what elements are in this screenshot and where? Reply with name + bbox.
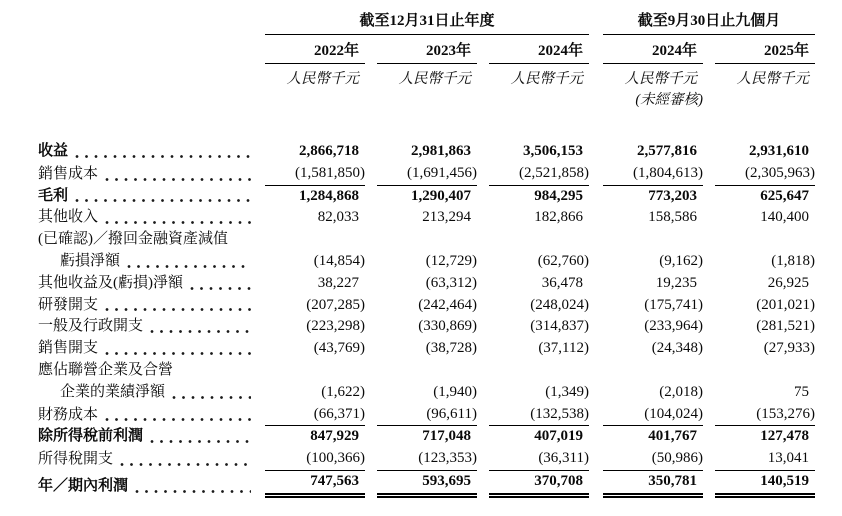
dot-leader	[120, 462, 251, 467]
value-cell: (1,818)	[771, 252, 815, 269]
value-cell: 407,019	[534, 428, 583, 445]
currency-unit-label: 人民幣千元	[736, 71, 809, 87]
value-cell: (281,521)	[756, 318, 815, 335]
table-row-selling-expenses	[38, 338, 842, 360]
dot-leader	[75, 154, 251, 159]
value-cell: 3,506,153	[523, 143, 583, 159]
value-cell: (223,298)	[306, 318, 365, 335]
value-cell: (96,611)	[377, 404, 477, 427]
currency-unit-label: 人民幣千元	[286, 71, 359, 87]
table-row-other-income	[38, 207, 842, 229]
value-cell: (1,581,850)	[265, 163, 365, 186]
dot-leader	[150, 329, 251, 334]
table-row-other-gains-losses	[38, 273, 842, 295]
row-label: 銷售成本	[38, 165, 99, 182]
row-label: 虧損淨額	[60, 252, 121, 269]
table-row-profit-before-tax	[38, 426, 842, 448]
row-label: 所得稅開支	[38, 451, 114, 468]
value-cell: 2,981,863	[411, 143, 471, 159]
table-row-impairment-label-line	[38, 229, 842, 251]
value-cell: 158,586	[648, 209, 697, 226]
year-column-header: 2023年	[377, 42, 477, 64]
row-label: 收益	[38, 143, 69, 159]
value-cell: (12,729)	[425, 252, 477, 269]
year-column-header: 2024年	[489, 42, 589, 64]
value-cell: (104,024)	[603, 404, 703, 427]
table-row-general-admin-expenses	[38, 316, 842, 338]
year-column-header: 2024年	[603, 42, 703, 64]
value-cell: (9,162)	[659, 252, 703, 269]
value-cell: (66,371)	[265, 404, 365, 427]
value-cell: 182,866	[534, 209, 583, 226]
value-cell: (24,348)	[651, 340, 703, 357]
unaudited-note: (未經審核)	[635, 92, 703, 108]
value-cell: (201,021)	[756, 296, 815, 313]
value-cell: (233,964)	[644, 318, 703, 335]
value-cell: 75	[794, 383, 809, 400]
row-label: 應佔聯營企業及合營	[38, 361, 174, 378]
value-cell: (37,112)	[538, 340, 589, 357]
value-cell: 717,048	[422, 428, 471, 445]
period-group-title-annual: 截至12月31日止年度	[265, 12, 589, 35]
value-cell: (63,312)	[425, 274, 477, 291]
value-cell: (207,285)	[306, 296, 365, 313]
value-cell: 2,931,610	[749, 143, 809, 159]
dot-leader	[190, 286, 251, 291]
row-label: 除所得稅前利潤	[38, 428, 144, 445]
currency-unit-label: 人民幣千元	[398, 71, 471, 87]
value-cell: 127,478	[760, 428, 809, 445]
unaudited-note-row	[38, 89, 842, 111]
value-cell: (248,024)	[530, 296, 589, 313]
value-cell: (132,538)	[489, 404, 589, 427]
year-header-row	[38, 35, 842, 64]
dot-leader	[105, 220, 251, 225]
table-row-finance-costs	[38, 404, 842, 427]
value-cell: 2,577,816	[637, 143, 697, 159]
row-label: 一般及行政開支	[38, 318, 144, 335]
value-cell: (153,276)	[715, 404, 815, 427]
value-cell: 19,235	[655, 274, 697, 291]
table-row-impairment-net	[38, 251, 842, 273]
value-cell: (50,986)	[603, 448, 703, 471]
dot-leader	[172, 395, 251, 400]
row-label: 企業的業績淨額	[60, 383, 166, 400]
dot-leader	[105, 307, 251, 312]
dot-leader	[105, 417, 251, 422]
period-group-title-nine-months: 截至9月30日止九個月	[603, 12, 815, 35]
value-cell: (1,622)	[321, 383, 365, 400]
value-cell: 26,925	[767, 274, 809, 291]
table-row-rd-expenses	[38, 295, 842, 317]
currency-unit-label: 人民幣千元	[510, 71, 583, 87]
value-cell: 213,294	[422, 209, 471, 226]
period-group-row	[38, 12, 842, 35]
value-cell: 747,563	[265, 471, 365, 498]
value-cell: 1,290,407	[411, 187, 471, 204]
header-spacer	[38, 111, 842, 141]
value-cell: 140,519	[715, 471, 815, 498]
value-cell: (2,305,963)	[715, 163, 815, 186]
value-cell: 13,041	[715, 448, 815, 471]
value-cell: (36,311)	[489, 448, 589, 471]
value-cell: 1,284,868	[299, 187, 359, 204]
value-cell: 2,866,718	[299, 143, 359, 159]
value-cell: (175,741)	[644, 296, 703, 313]
value-cell: (1,691,456)	[377, 163, 477, 186]
value-cell: (1,940)	[433, 383, 477, 400]
value-cell: (14,854)	[313, 252, 365, 269]
table-row-cost-of-sales	[38, 163, 842, 186]
value-cell: 984,295	[534, 187, 583, 204]
value-cell: (1,349)	[545, 383, 589, 400]
value-cell: 847,929	[310, 428, 359, 445]
value-cell: (27,933)	[763, 340, 815, 357]
row-label: 研發開支	[38, 296, 99, 313]
table-row-gross-profit	[38, 186, 842, 208]
dot-leader	[135, 489, 251, 494]
row-label: 其他收益及(虧損)淨額	[38, 274, 183, 291]
value-cell: (330,869)	[418, 318, 477, 335]
year-column-header: 2022年	[265, 42, 365, 64]
value-cell: (43,769)	[313, 340, 365, 357]
row-label: 銷售開支	[38, 340, 99, 357]
value-cell: 38,227	[317, 274, 359, 291]
dot-leader	[75, 198, 251, 203]
value-cell: 36,478	[541, 274, 583, 291]
value-cell: (1,804,613)	[603, 163, 703, 186]
value-cell: (38,728)	[425, 340, 477, 357]
value-cell: (123,353)	[377, 448, 477, 471]
dot-leader	[105, 351, 251, 356]
table-row-share-of-results-net	[38, 382, 842, 404]
row-label: 財務成本	[38, 406, 99, 423]
dot-leader	[105, 177, 251, 182]
row-label: 毛利	[38, 187, 69, 204]
value-cell: 773,203	[648, 187, 697, 204]
unit-header-row	[38, 64, 842, 89]
table-row-share-of-results-label-line	[38, 360, 842, 382]
value-cell: 401,767	[648, 428, 697, 445]
year-column-header: 2025年	[715, 42, 815, 64]
row-label: 其他收入	[38, 209, 99, 226]
value-cell: 625,647	[760, 187, 809, 204]
table-row-profit-for-period	[38, 471, 842, 498]
value-cell: (2,521,858)	[489, 163, 589, 186]
value-cell: (242,464)	[418, 296, 477, 313]
dot-leader	[127, 264, 251, 269]
value-cell: 370,708	[489, 471, 589, 498]
value-cell: 593,695	[377, 471, 477, 498]
value-cell: (100,366)	[265, 448, 365, 471]
value-cell: (62,760)	[537, 252, 589, 269]
value-cell: 82,033	[317, 209, 359, 226]
currency-unit-label: 人民幣千元	[624, 71, 697, 87]
row-label: 年／期內利潤	[38, 477, 129, 494]
value-cell: (2,018)	[659, 383, 703, 400]
value-cell: 350,781	[603, 471, 703, 498]
value-cell: (314,837)	[530, 318, 589, 335]
row-label: (已確認)／撥回金融資產減值	[38, 231, 228, 248]
table-row-revenue	[38, 141, 842, 163]
table-row-income-tax-expense	[38, 448, 842, 471]
value-cell: 140,400	[760, 209, 809, 226]
dot-leader	[150, 439, 251, 444]
